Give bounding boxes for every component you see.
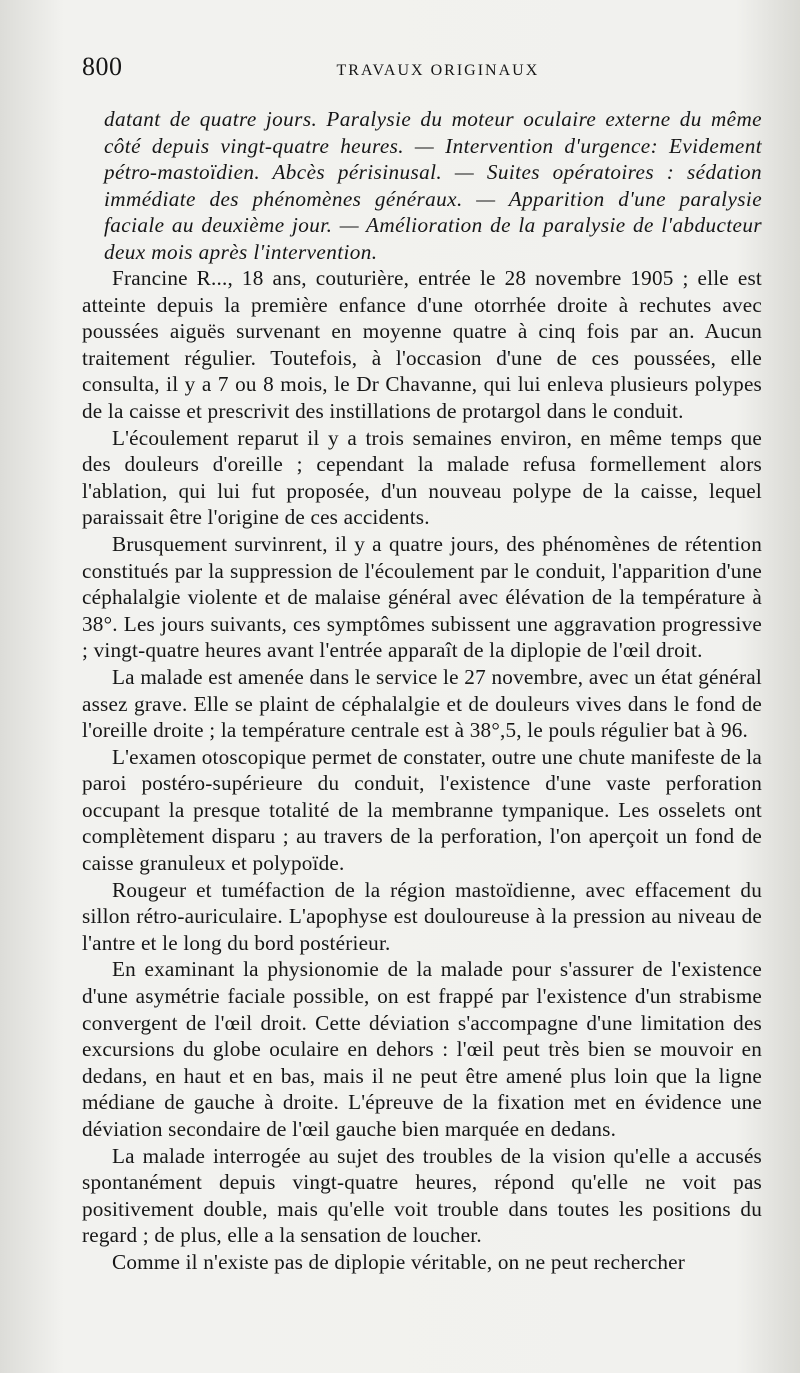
paragraph: Brusquement survinrent, il y a quatre jours, des phénomènes de rétention constitués par la suppression de l'écoulement par le conduit, l'apparition d'une céphalalgie violente et de malaise général avec élévation de la température à 38°. Les jours suivants, ces symptômes subissent une aggravation progressive ; vingt-quatre heures avant l'entrée apparaît de la diplopie de l'œil droit. xyxy=(82,531,762,663)
running-head xyxy=(82,52,762,92)
paragraph: En examinant la physionomie de la malade pour s'assurer de l'existence d'une asymétrie faciale possible, on est frappé par l'existence d'un strabisme convergent de l'œil droit. Cette déviation s'accompagne d'une limitation des excursions du globe oculaire en dehors : l'œil peut très bien se mouvoir en dedans, en haut et en bas, mais il ne peut être amené plus loin que la ligne médiane de gauche à droite. L'épreuve de la fixation met en évidence une déviation secondaire de l'œil gauche bien marquée en dedans. xyxy=(82,957,762,1141)
running-title: TRAVAUX ORIGINAUX xyxy=(336,62,540,79)
page-number: 800 xyxy=(82,52,123,81)
paragraph: L'écoulement reparut il y a trois semaines environ, en même temps que des douleurs d'oreille ; cependant la malade refusa formellement alors l'ablation, qui lui fut proposée, d'un nouveau polype de la caisse, lequel paraissait être l'origine de ces accidents. xyxy=(82,425,762,530)
case-summary: datant de quatre jours. Paralysie du moteur oculaire externe du même côté depuis vingt-quatre heures. — Intervention d'urgence: Evidement pétro-mastoïdien. Abcès périsinusal. — Suites opératoires : sédation immédiate des phénomènes généraux. — Apparition d'une paralysie faciale au deuxième jour. — Amélioration de la paralysie de l'abducteur deux mois après l'intervention. xyxy=(104,107,762,264)
paragraph: La malade est amenée dans le service le 27 novembre, avec un état général assez grave. Elle se plaint de céphalalgie et de douleurs vives dans le fond de l'oreille droite ; la température centrale est à 38°,5, le pouls régulier bat à 96. xyxy=(82,664,762,743)
paragraph: L'examen otoscopique permet de constater, outre une chute manifeste de la paroi postéro-supérieure du conduit, l'existence d'une vaste perforation occupant la presque totalité de la membranne tympanique. Les osselets ont complètement disparu ; au travers de la perforation, l'on aperçoit un fond de caisse granuleux et polypoïde. xyxy=(82,744,762,876)
paragraph: La malade interrogée au sujet des troubles de la vision qu'elle a accusés spontanément depuis vingt-quatre heures, répond qu'elle ne voit pas positivement double, mais qu'elle voit trouble dans toutes les positions du regard ; de plus, elle a la sensation de loucher. xyxy=(82,1143,762,1248)
paragraph: Francine R..., 18 ans, couturière, entrée le 28 novembre 1905 ; elle est atteinte depuis la première enfance d'une otorrhée droite à rechutes avec poussées aiguës survenant en moyenne quatre à cinq fois par an. Aucun traitement régulier. Toutefois, à l'occasion d'une de ces poussées, elle consulta, il y a 7 ou 8 mois, le Dr Chavanne, qui lui enleva plusieurs polypes de la caisse et prescrivit des instillations de protargol dans le conduit. xyxy=(82,266,762,423)
paragraph: Rougeur et tuméfaction de la région mastoïdienne, avec effacement du sillon rétro-auriculaire. L'apophyse est douloureuse à la pression au niveau de l'antre et le long du bord postérieur. xyxy=(82,877,762,955)
body-text xyxy=(82,265,762,1276)
paragraph: Comme il n'existe pas de diplopie véritable, on ne peut rechercher xyxy=(112,1249,685,1274)
